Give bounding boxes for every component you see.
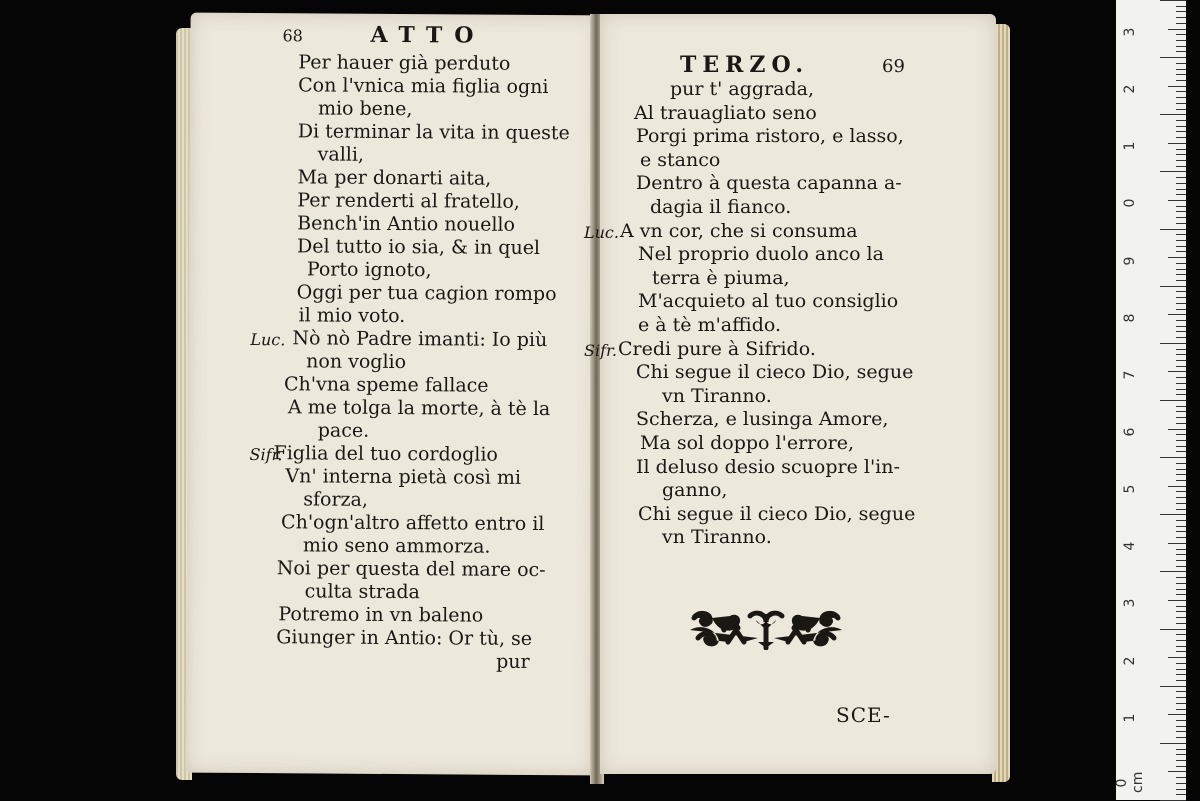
ruler-tick [1176,80,1186,81]
verse-line: Credi pure à Sifrido. [618,337,816,360]
ruler-tick [1176,503,1186,504]
ruler-tick [1176,34,1186,35]
ruler-label: 2 [1122,656,1138,666]
ruler-tick [1176,709,1186,710]
ruler-tick [1176,623,1186,624]
ruler-tick [1176,423,1186,424]
ruler-tick [1176,760,1186,761]
ruler-label: 6 [1122,427,1138,437]
ruler-tick [1176,126,1186,127]
ruler-tick [1176,463,1186,464]
verse-line: Oggi per tua cagion rompo [296,281,557,306]
ruler-tick [1176,154,1186,155]
ruler-tick [1176,491,1186,492]
ruler-label: 3 [1122,598,1138,608]
ruler-tick [1176,91,1186,92]
ruler-label: 2 [1122,84,1138,94]
ruler-tick [1176,451,1186,452]
verse-line: Il deluso desio scuopre l'in- [636,455,900,478]
ruler-tick [1176,297,1186,298]
ruler-tick [1176,497,1186,498]
ruler-tick [1176,103,1186,104]
ruler-tick [1176,663,1186,664]
ruler-tick [1168,257,1186,258]
ruler-tick [1176,354,1186,355]
ruler-label: 1 [1122,141,1138,151]
ruler-tick [1176,634,1186,635]
ruler-tick [1176,383,1186,384]
ruler-tick [1176,246,1186,247]
ruler-label: 9 [1122,256,1138,266]
verse-line: pur t' aggrada, [670,78,815,100]
ruler-tick [1176,766,1186,767]
ruler-label: 5 [1122,484,1138,494]
ruler-tick [1168,200,1186,201]
verse-line: A vn cor, che si consuma [620,219,858,242]
ruler-tick [1176,417,1186,418]
ruler-tick [1176,566,1186,567]
verse-line: Chi segue il cieco Dio, segue [636,361,914,384]
verse-line: il mio voto. [298,304,406,328]
verse-line: Bench'in Antio nouello [297,212,516,236]
ruler-label: 4 [1122,541,1138,551]
ruler-tick [1176,69,1186,70]
verse-line: Del tutto io sia, & in quel [296,235,541,260]
ruler-tick [1176,349,1186,350]
verse-line: sforza, [303,488,369,511]
ruler-tick [1168,771,1186,772]
ruler-tick [1176,674,1186,675]
ruler-tick [1176,194,1186,195]
verse-line: ganno, [662,479,728,502]
ruler-tick [1168,543,1186,544]
catchword: SCE- [836,703,891,727]
speaker-label: Sifr. [249,445,283,465]
verse-line: e à tè m'affido. [638,314,782,336]
ruler-tick [1176,17,1186,18]
ruler-tick [1160,514,1186,515]
verse-line: dagia il fianco. [650,196,792,218]
ruler-tick [1176,189,1186,190]
ruler-tick [1168,314,1186,315]
ruler-tick [1176,731,1186,732]
ruler-tick [1168,86,1186,87]
ruler-tick [1160,229,1186,230]
ruler-tick [1176,331,1186,332]
ruler-tick [1160,686,1186,687]
open-book [176,14,1010,784]
running-head-right: TERZO. [680,52,810,78]
ruler-tick [1176,789,1186,790]
verse-line: Con l'vnica mia figlia ogni [298,74,549,99]
ruler-tick [1176,434,1186,435]
ruler-tick [1176,703,1186,704]
ruler-tick [1176,291,1186,292]
ruler-tick [1160,114,1186,115]
ruler-tick [1176,589,1186,590]
ruler-tick [1160,400,1186,401]
ruler-tick [1168,429,1186,430]
ruler-tick [1168,29,1186,30]
verse-line: Potremo in vn baleno [278,603,484,627]
ruler-tick [1176,6,1186,7]
verse-line: A me tolga la morte, à tè la [287,396,551,421]
ruler-label: 3 [1122,27,1138,37]
running-head-left: ATTO [370,21,486,49]
speaker-label: Luc. [584,222,619,242]
ruler-tick [1176,320,1186,321]
verse-line: Ch'vna speme fallace [283,373,489,397]
left-page [185,13,598,776]
ruler-tick [1176,389,1186,390]
ruler-tick [1176,611,1186,612]
verse-line: valli, [317,143,365,166]
ruler-tick [1176,411,1186,412]
ruler-tick [1176,720,1186,721]
ruler-tick [1176,537,1186,538]
ruler-tick [1176,469,1186,470]
ruler-tick [1176,697,1186,698]
verse-line: Noi per questa del mare oc- [276,557,546,582]
verse-line: Al trauagliato seno [634,101,817,124]
ruler-tick [1176,337,1186,338]
ruler-tick [1176,303,1186,304]
ruler-tick [1176,474,1186,475]
verse-line: Dentro à questa capanna a- [636,172,902,195]
ruler-tick [1176,440,1186,441]
verse-line: Per renderti al fratello, [297,189,520,213]
speaker-label: Sifr. [584,340,617,360]
ruler-tick [1176,560,1186,561]
ruler-tick [1176,40,1186,41]
ruler-tick [1176,640,1186,641]
ruler-tick [1176,234,1186,235]
ruler-tick [1176,131,1186,132]
verse-line: non voglio [306,350,407,374]
right-page [584,14,996,774]
ruler-tick [1176,531,1186,532]
verse-line: vn Tiranno. [662,384,772,407]
ruler-tick [1176,651,1186,652]
verse-line: e stanco [640,148,721,171]
ruler-tick [1176,669,1186,670]
ruler-tick [1176,269,1186,270]
ruler-tick [1160,457,1186,458]
ruler-tick [1176,794,1186,795]
ruler-label: 1 [1122,713,1138,723]
ruler-tick [1168,371,1186,372]
verse-line: culta strada [304,580,420,604]
verse-line: Ma per donarti aita, [297,166,492,190]
ruler-tick [1176,63,1186,64]
ruler-tick [1160,743,1186,744]
ruler-tick [1176,606,1186,607]
ruler-tick [1176,366,1186,367]
ruler-tick [1176,97,1186,98]
ruler-tick [1176,446,1186,447]
ruler-tick [1176,280,1186,281]
page-number-left: 68 [282,26,303,46]
ruler-tick [1168,714,1186,715]
verse-line: Nò nò Padre imanti: Io più [292,327,548,352]
ruler-tick [1176,737,1186,738]
ruler-tick [1176,251,1186,252]
ruler-tick [1176,783,1186,784]
ruler-tick [1176,520,1186,521]
ruler-tick [1160,57,1186,58]
verse-line: mio seno ammorza. [302,534,491,558]
verse-line: Porto ignoto, [306,258,432,282]
verse-line: Chi segue il cieco Dio, segue [638,502,916,525]
measuring-ruler [1116,0,1186,800]
ruler-tick [1176,583,1186,584]
ruler-tick [1176,183,1186,184]
verse-line: Porgi prima ristoro, e lasso, [636,125,904,148]
ruler-tick [1176,309,1186,310]
verse-line: Di terminar la vita in queste [297,120,570,145]
ruler-tick [1176,223,1186,224]
ruler-tick [1176,549,1186,550]
verse-line: pur [496,650,530,673]
ruler-tick [1176,754,1186,755]
page-number-right: 69 [882,56,905,77]
ruler-tick [1176,526,1186,527]
ruler-tick [1168,600,1186,601]
verse-line: Giunger in Antio: Or tù, se [276,626,533,650]
ruler-tick [1176,406,1186,407]
verse-line: Nel proprio duolo anco la [638,243,884,266]
ruler-tick [1176,109,1186,110]
ruler-tick [1160,343,1186,344]
ruler-tick [1176,726,1186,727]
verse-line: pace. [317,419,370,442]
ruler-label: 0 [1122,198,1138,208]
ruler-tick [1176,509,1186,510]
ruler-tick [1176,177,1186,178]
ruler-tick [1176,23,1186,24]
ruler-tick [1176,617,1186,618]
ruler-tick [1176,394,1186,395]
ruler-tick [1176,326,1186,327]
printers-ornament-icon [688,608,844,650]
ruler-tick [1176,206,1186,207]
ruler-label: 0 cm [1114,771,1146,793]
ruler-tick [1176,166,1186,167]
ruler-tick [1160,171,1186,172]
ruler-tick [1176,217,1186,218]
ruler-tick [1176,11,1186,12]
ruler-tick [1176,377,1186,378]
ruler-tick [1176,480,1186,481]
ruler-tick [1176,680,1186,681]
verse-line: Scherza, e lusinga Amore, [636,408,889,431]
ruler-tick [1168,657,1186,658]
verse-line: terra è piuma, [652,266,790,289]
ruler-tick [1176,211,1186,212]
ruler-tick [1176,120,1186,121]
verse-line: vn Tiranno. [662,526,772,549]
verse-line: Vn' interna pietà così mi [285,465,522,489]
verse-line: Ma sol doppo l'errore, [640,432,855,454]
ruler-tick [1176,749,1186,750]
ruler-tick [1176,274,1186,275]
ruler-tick [1176,777,1186,778]
ruler-tick [1176,646,1186,647]
ruler-tick [1176,263,1186,264]
ruler-tick [1176,51,1186,52]
ruler-tick [1176,594,1186,595]
verse-line: mio bene, [317,97,413,121]
ruler-tick [1168,143,1186,144]
ruler-label: 7 [1122,370,1138,380]
ruler-tick [1160,0,1186,1]
ruler-tick [1176,160,1186,161]
ruler-tick [1176,240,1186,241]
ruler-tick [1176,46,1186,47]
ruler-tick [1160,629,1186,630]
ruler-tick [1176,577,1186,578]
verse-line: Ch'ogn'altro affetto entro il [281,511,545,536]
verse-line: M'acquieto al tuo consiglio [638,290,899,313]
ruler-tick [1160,571,1186,572]
ruler-tick [1176,360,1186,361]
ruler-tick [1176,691,1186,692]
ruler-tick [1176,137,1186,138]
ruler-label: 8 [1122,313,1138,323]
ruler-tick [1176,149,1186,150]
ruler-tick [1176,74,1186,75]
speaker-label: Luc. [250,330,286,350]
ruler-tick [1176,554,1186,555]
verse-line: Figlia del tuo cordoglio [273,442,498,466]
ruler-tick [1160,286,1186,287]
verse-line: Per hauer già perduto [298,51,511,75]
ruler-tick [1168,486,1186,487]
